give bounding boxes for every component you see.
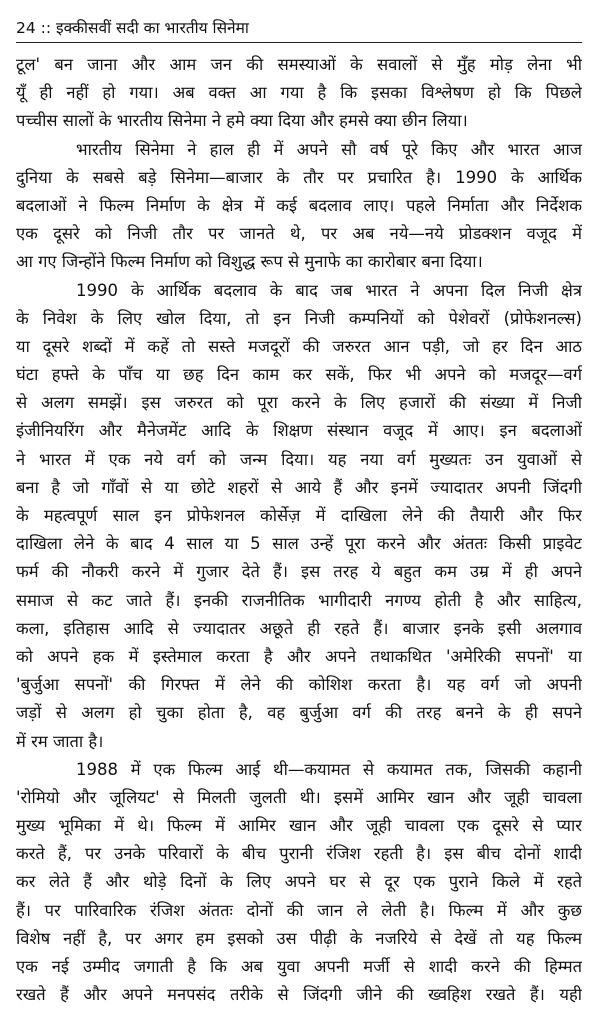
- text-line: [16, 136, 582, 164]
- text-line: [16, 840, 582, 868]
- text-line: [16, 699, 582, 727]
- text-line: [16, 953, 582, 981]
- text-line: [16, 558, 582, 586]
- line-text: कर लेते हैं और थोड़े दिनों के लिए अपने घर से दूर एक पुराने किले में रहते: [16, 872, 582, 892]
- body-text: [16, 51, 582, 1009]
- line-text: आ गए जिन्होंने फिल्म निर्माण को विशुद्ध रूप से मुनाफे का कारोबार बना दिया।: [16, 252, 483, 272]
- text-line: [16, 756, 582, 784]
- text-line: [16, 502, 582, 530]
- line-text: करते हैं, पर उनके परिवारों के बीच पुरानी रंजिश रहती है। इस बीच दोनों शादी: [16, 844, 582, 864]
- line-text: बना है जो गाँवों से या छोटे शहरों से आये हैं और इनमें ज्यादातर अपनी जिंदगी: [16, 477, 582, 497]
- text-line: [16, 220, 582, 248]
- text-line: [16, 248, 582, 276]
- line-text: फर्म की नौकरी करने में गुजार देते हैं। इस तरह ये बहुत कम उम्र में ही अपने: [16, 562, 582, 582]
- line-text: इंजीनियरिंग और मैनेजमेंट आदि के शिक्षण संस्थान वजूद में आए। इन बदलाओं: [16, 421, 582, 441]
- line-text: 'बुर्जुआ सपनों' की गिरफ्त में लेने की कोशिश करता है। यह वर्ग जो अपनी: [16, 675, 582, 695]
- line-text: जड़ों से अलग हो चुका होता है, वह बुर्जुआ वर्ग की तरह बनने के ही सपने: [16, 703, 582, 723]
- text-line: [16, 192, 582, 220]
- line-text: ने भारत में एक नये वर्ग को जन्म दिया। यह नया वर्ग मुख्यतः उन युवाओं से: [16, 449, 582, 469]
- text-line: [16, 587, 582, 615]
- line-text: 1988 में एक फिल्म आई थी—कयामत से कयामत तक, जिसकी कहानी: [76, 759, 582, 779]
- text-line: [16, 389, 582, 417]
- text-line: [16, 333, 582, 361]
- text-line: [16, 474, 582, 502]
- text-line: [16, 728, 582, 756]
- text-line: [16, 361, 582, 389]
- paragraph: [16, 756, 582, 1009]
- line-text: भारतीय सिनेमा ने हाल ही में अपने सौ वर्ष पूरे किए और भारत आज: [76, 139, 582, 159]
- line-text: यूँ ही नहीं हो गया। अब वक्त आ गया है कि इसका विश्लेषण हो कि पिछले: [16, 83, 582, 103]
- line-text: घंटा हफ्ते के पाँच या छह दिन काम कर सकें, फिर भी अपने को मजदूर—वर्ग: [16, 365, 582, 385]
- line-text: कला, इतिहास आदि से ज्यादातर अछूते ही रहते हैं। बाजार इनके इसी अलगाव: [16, 618, 582, 638]
- line-text: दुनिया के सबसे बड़े सिनेमा—बाजार के तौर पर प्रचारित है। 1990 के आर्थिक: [16, 167, 582, 187]
- line-text: पच्चीस सालों के भारतीय सिनेमा ने हमे क्या दिया और हमसे क्या छीन लिया।: [16, 111, 468, 131]
- text-line: [16, 868, 582, 896]
- line-text: हैं। पर पारिवारिक रंजिश अंततः दोनों की जान ले लेती है। फिल्म में और कुछ: [16, 900, 582, 920]
- text-line: [16, 812, 582, 840]
- line-text: 'रोमियो और जूलियट' से मिलती जुलती थी। इसमें आमिर खान और जूही चावला: [16, 787, 582, 807]
- text-line: [16, 51, 582, 79]
- text-line: [16, 615, 582, 643]
- line-text: के महत्वपूर्ण साल इन प्रोफेशनल कोर्सेज़ में दाखिला लेने की तैयारी और फिर: [16, 506, 582, 525]
- line-text: समाज से कट जाते हैं। इनकी राजनीतिक भागीदारी नगण्य होती है और साहित्य,: [16, 590, 582, 610]
- line-text: के निवेश के लिए खोल दिया, तो इन निजी कम्पनियों को पेशेवरों (प्रोफेशनल्स): [16, 308, 582, 328]
- header-rule: [16, 42, 582, 43]
- text-line: [16, 107, 582, 135]
- line-text: से अलग समझें। इस जरुरत को पूरा करने के लिए हजारों की संख्या में निजी: [16, 393, 582, 413]
- line-text: या दूसरे शब्दों में कहें तो सस्ते मजदूरों की जरुरत आन पड़ी, जो हर दिन आठ: [16, 336, 582, 356]
- line-text: विशेष नहीं है, पर अगर हम इसको उस पीढ़ी के नजरिये से देखें तो यह फिल्म: [16, 928, 582, 948]
- line-text: टूल' बन जाना और आम जन की समस्याओं के सवालों से मुँह मोड़ लेना भी: [16, 55, 582, 74]
- paragraph: [16, 136, 582, 277]
- text-line: [16, 784, 582, 812]
- line-text: दाखिला लेने के बाद 4 साल या 5 साल उन्हें पूरा करने और अंततः किसी प्राइवेट: [16, 534, 582, 554]
- text-line: [16, 164, 582, 192]
- text-line: [16, 925, 582, 953]
- line-text: 1990 के आर्थिक बदलाव के बाद जब भारत ने अपना दिल निजी क्षेत्र: [76, 280, 582, 300]
- text-line: [16, 981, 582, 1009]
- line-text: मुख्य भूमिका में थे। फिल्म में आमिर खान और जूही चावला एक दूसरे से प्यार: [16, 816, 582, 836]
- line-text: एक नई उम्मीद जगाती है कि अब युवा अपनी मर्जी से शादी करने की हिम्मत: [16, 957, 582, 976]
- text-line: [16, 446, 582, 474]
- text-line: [16, 305, 582, 333]
- line-text: को अपने हक में इस्तेमाल करता है और अपने तथाकथित 'अमेरिकी सपनों' या: [16, 646, 582, 666]
- line-text: रखते हैं और अपने मनपसंद तरीके से जिंदगी जीने की ख्वहिश रखते हैं। यही: [16, 985, 582, 1005]
- text-line: [16, 897, 582, 925]
- text-line: [16, 79, 582, 107]
- line-text: बदलाओं ने फिल्म निर्माण के क्षेत्र में कई बदलाव लाए। पहले निर्माता और निर्देशक: [16, 195, 582, 215]
- running-head: 24 :: इक्कीसवीं सदी का भारतीय सिनेमा: [16, 19, 249, 37]
- text-line: [16, 417, 582, 445]
- text-line: [16, 671, 582, 699]
- text-line: [16, 277, 582, 305]
- text-line: [16, 643, 582, 671]
- paragraph: [16, 277, 582, 756]
- paragraph: [16, 51, 582, 136]
- line-text: एक दूसरे को निजी तौर पर जानते थे, पर अब नये—नये प्रोडक्शन वजूद में: [16, 224, 582, 244]
- text-line: [16, 530, 582, 558]
- line-text: में रम जाता है।: [16, 731, 104, 751]
